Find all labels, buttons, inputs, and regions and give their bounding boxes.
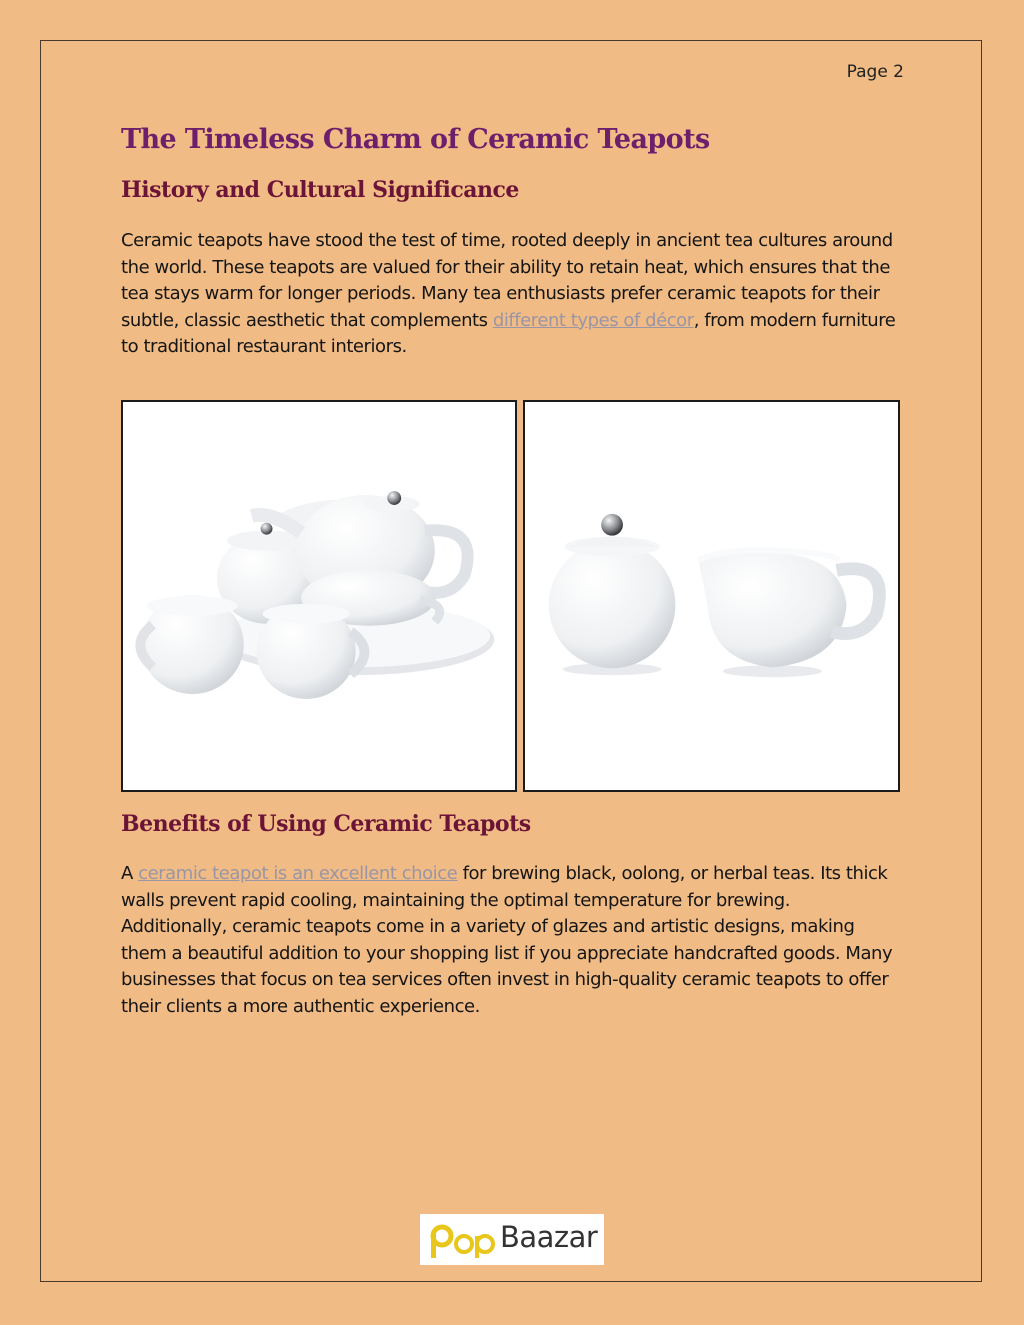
- ceramic-teapot-link[interactable]: ceramic teapot is an excellent choice: [138, 863, 458, 884]
- benefits-text-start: A: [121, 863, 139, 884]
- page-number: Page 2: [846, 62, 904, 82]
- benefits-paragraph: [121, 861, 896, 1020]
- benefits-text-end: for brewing black, oolong, or herbal teas. Its thick walls prevent rapid cooling, maintaining the optimal temperature for brewing. Additionally, ceramic teapots come in a variety of glazes and artistic designs, making them a beautiful addition to your shopping list if you appreciate handcrafted goods. Many businesses that focus on tea services often invest in high-quality ceramic teapots to offer their clients a more authentic experience.: [121, 863, 893, 1017]
- tea-set-image: [121, 400, 517, 792]
- decor-link[interactable]: different types of décor: [492, 309, 694, 331]
- benefits-heading: Benefits of Using Ceramic Teapots: [121, 811, 531, 837]
- history-text-start: Ceramic teapots have stood the test of time, rooted deeply in ancient tea cultures around the world. These teapots are valued for their ability to retain heat, which ensures that the tea stays warm for longer periods. Many tea enthusiasts prefer ceramic teapots for their subtle, classic aesthetic that complements: [121, 230, 893, 331]
- logo-text: Baazar: [500, 1220, 598, 1254]
- history-text-end: , from modern furniture to traditional restaurant interiors.: [121, 309, 896, 357]
- sugar-and-creamer-image: [523, 400, 900, 792]
- popbaazar-logo[interactable]: [420, 1214, 604, 1265]
- logo-mark-icon: [430, 1223, 498, 1259]
- history-paragraph: [121, 228, 896, 361]
- history-heading: History and Cultural Significance: [121, 177, 519, 203]
- page-title: The Timeless Charm of Ceramic Teapots: [121, 124, 710, 155]
